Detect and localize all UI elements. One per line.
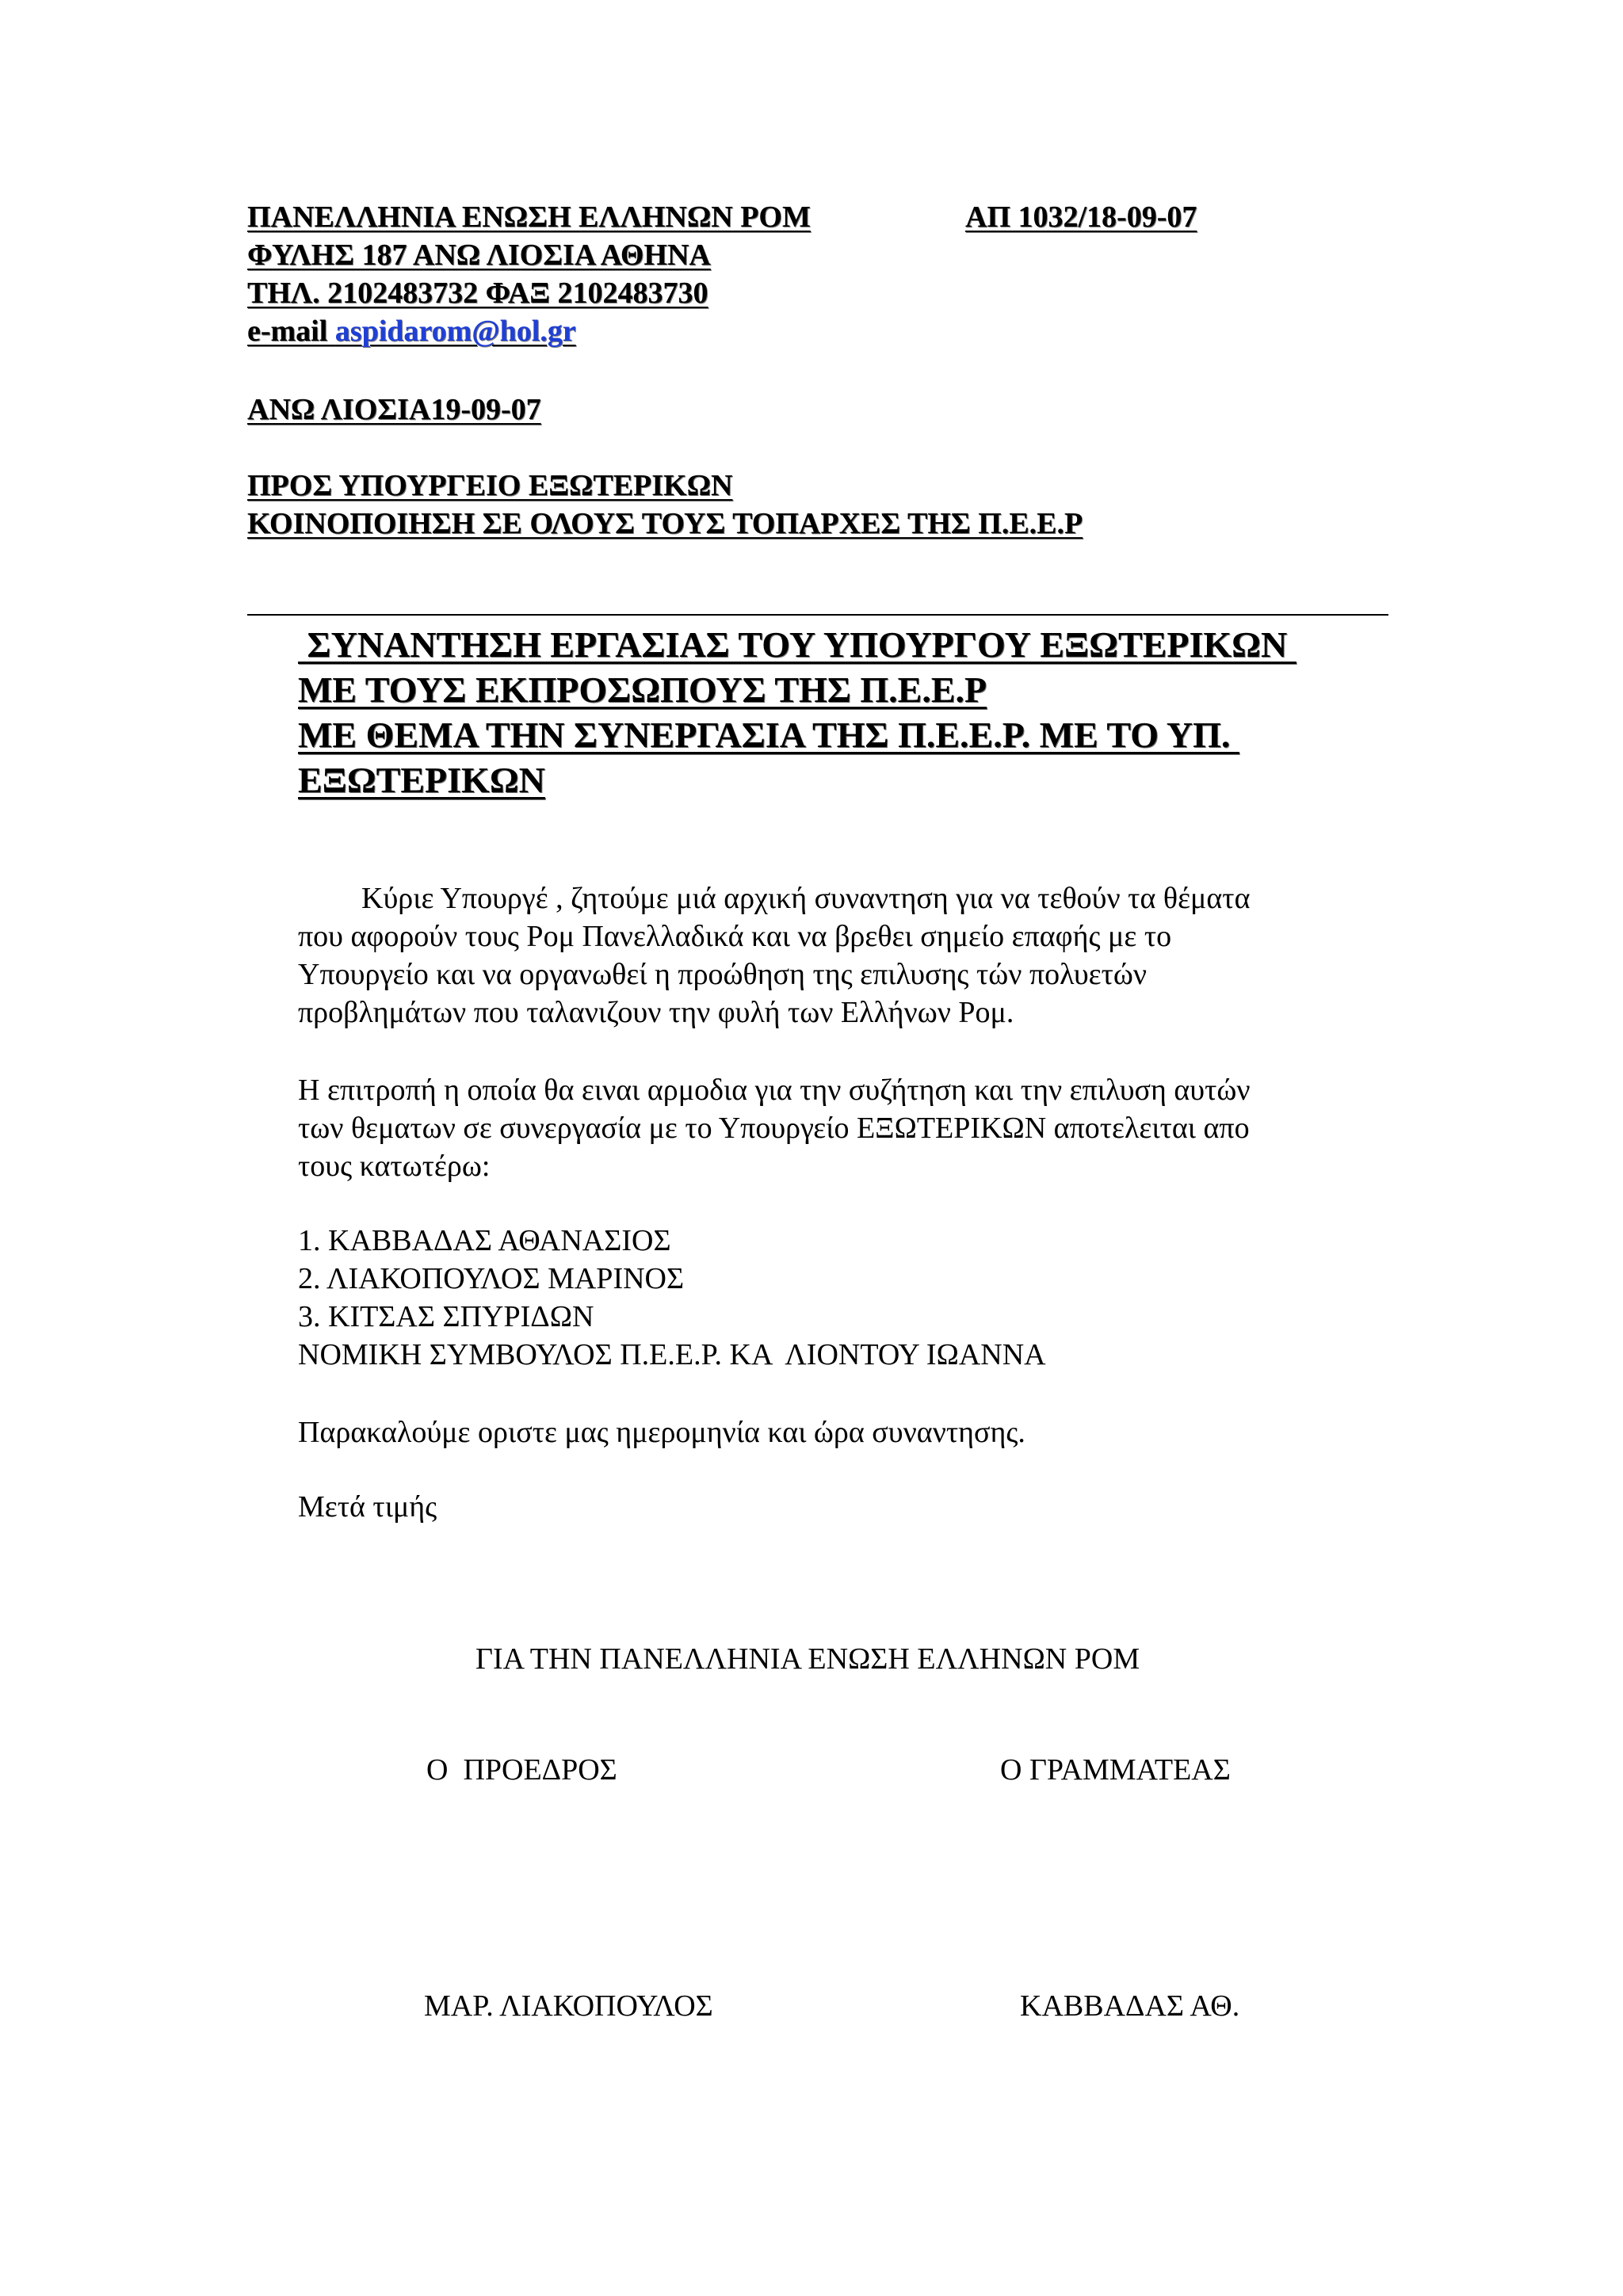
subject-line-2: ΜΕ ΤΟΥΣ ΕΚΠΡΟΣΩΠΟΥΣ ΤΗΣ Π.Ε.Ε.Ρ [298, 669, 987, 710]
para1-line-4: προβλημάτων που ταλανιζουν την φυλή των Ελλήνων Ρομ. [298, 996, 1014, 1029]
para2-line-1: Η επιτροπή η οποία θα ειναι αρμοδια για την συζήτηση και την επιλυση αυτών [298, 1074, 1251, 1107]
protocol-number: ΑΠ 1032/18-09-07 [965, 200, 1197, 234]
subject-line-1: ΣΥΝΑΝΤΗΣΗ ΕΡΓΑΣΙΑΣ ΤΟΥ ΥΠΟΥΡΓΟΥ ΕΞΩΤΕΡΙΚΩΝ [298, 624, 1296, 665]
email-link[interactable]: aspidarom@hol.gr [334, 315, 576, 348]
subject-line-4: ΕΞΩΤΕΡΙΚΩΝ [298, 760, 545, 800]
president-title: Ο ΠΡΟΕΔΡΟΣ [426, 1753, 617, 1787]
email-label: e-mail [247, 315, 335, 348]
horizontal-rule [247, 614, 1388, 616]
org-phone-fax: ΤΗΛ. 2102483732 ΦΑΞ 2102483730 [247, 277, 708, 310]
para1-line-3: Υπουργείο και να οργανωθεί η προώθηση της επιλυσης τών πολυετών [298, 958, 1148, 991]
president-name: ΜΑΡ. ΛΙΑΚΟΠΟΥΛΟΣ [424, 1989, 713, 2023]
para2-line-2: των θεματων σε συνεργασία με το Υπουργείο ΕΞΩΤΕΡΙΚΩΝ αποτελειται απο [298, 1112, 1250, 1145]
para2-line-3: τους κατωτέρω: [298, 1150, 491, 1183]
closing-greeting: Μετά τιμής [298, 1490, 437, 1524]
org-email-line [247, 312, 576, 350]
para1-line-2: που αφορούν τους Ρομ Πανελλαδικά και να βρεθει σημείο επαφής με το [298, 920, 1172, 953]
member-1: 1. ΚΑΒΒΑΔΑΣ ΑΘΑΝΑΣΙΟΣ [298, 1224, 671, 1257]
org-address: ΦΥΛΗΣ 187 ΑΝΩ ΛΙΟΣΙΑ ΑΘΗΝΑ [247, 238, 711, 272]
secretary-name: ΚΑΒΒΑΔΑΣ ΑΘ. [1020, 1989, 1240, 2023]
para1-line-1: Κύριε Υπουργέ , ζητούμε μιά αρχική συναντηση για να τεθούν τα θέματα [361, 882, 1251, 915]
recipient-to: ΠΡΟΣ ΥΠΟΥΡΓΕΙΟ ΕΞΩΤΕΡΙΚΩΝ [247, 469, 733, 502]
meeting-request: Παρακαλούμε οριστε μας ημερομηνία και ώρα συναντησης. [298, 1416, 1025, 1449]
subject-line-3: ΜΕ ΘΕΜΑ ΤΗΝ ΣΥΝΕΡΓΑΣΙΑ ΤΗΣ Π.Ε.Ε.Ρ. ΜΕ ΤΟ ΥΠ. [298, 715, 1239, 755]
secretary-title: Ο ΓΡΑΜΜΑΤΕΑΣ [1000, 1753, 1231, 1787]
member-2: 2. ΛΙΑΚΟΠΟΥΛΟΣ ΜΑΡΙΝΟΣ [298, 1262, 685, 1295]
org-name: ΠΑΝΕΛΛΗΝΙΑ ΕΝΩΣΗ ΕΛΛΗΝΩΝ ΡΟΜ [247, 200, 811, 234]
member-3: 3. ΚΙΤΣΑΣ ΣΠΥΡΙΔΩΝ [298, 1300, 594, 1333]
signature-org-line: ΓΙΑ ΤΗΝ ΠΑΝΕΛΛΗΝΙΑ ΕΝΩΣΗ ΕΛΛΗΝΩΝ ΡΟΜ [475, 1642, 1140, 1676]
recipient-cc: ΚΟΙΝΟΠΟΙΗΣΗ ΣΕ ΟΛΟΥΣ ΤΟΥΣ ΤΟΠΑΡΧΕΣ ΤΗΣ Π.Ε.Ε.Ρ [247, 507, 1083, 540]
legal-advisor: ΝΟΜΙΚΗ ΣΥΜΒΟΥΛΟΣ Π.Ε.Ε.Ρ. ΚΑ ΛΙΟΝΤΟΥ ΙΩΑΝΝΑ [298, 1338, 1046, 1371]
place-date: ΑΝΩ ΛΙΟΣΙΑ19-09-07 [247, 393, 541, 426]
